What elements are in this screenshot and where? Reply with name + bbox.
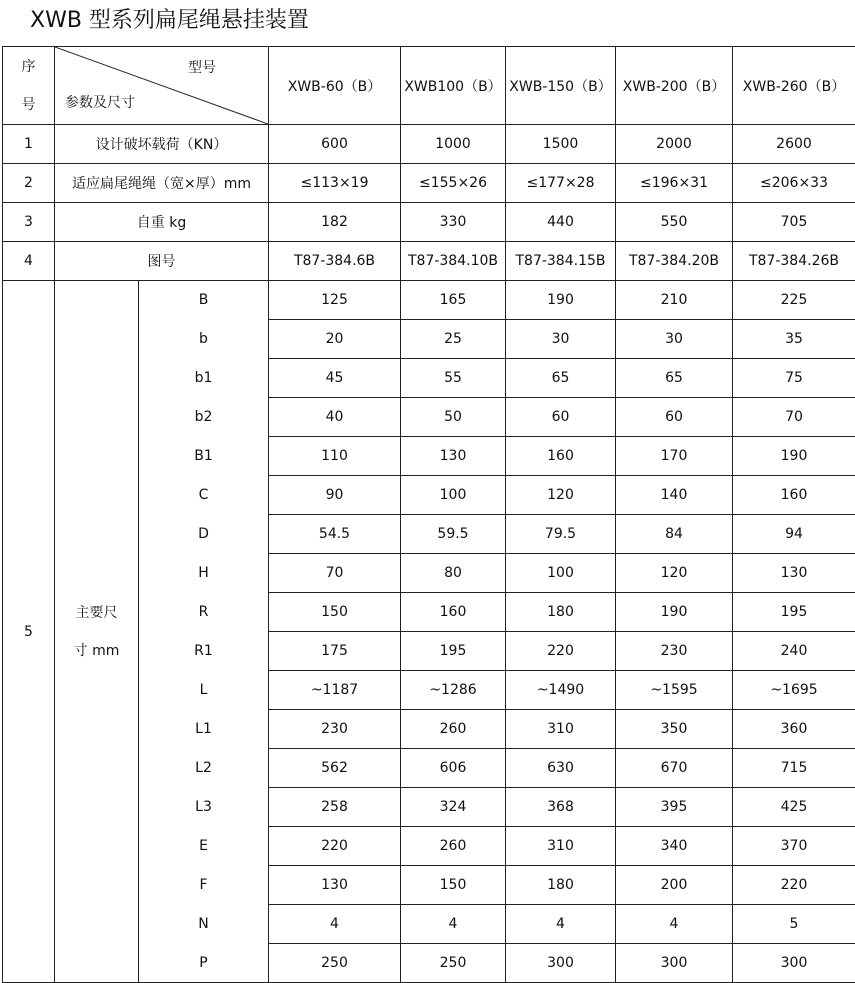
cell-value: 310 xyxy=(506,710,616,749)
cell-value: 340 xyxy=(616,827,733,866)
cell-value: 160 xyxy=(401,593,506,632)
dimension-symbol: L xyxy=(139,671,269,710)
cell-value: 79.5 xyxy=(506,515,616,554)
cell-value: 4 xyxy=(269,905,401,944)
cell-value: 330 xyxy=(401,203,506,242)
dimension-symbol: R1 xyxy=(139,632,269,671)
cell-value: T87-384.20B xyxy=(616,242,733,281)
cell-value: 715 xyxy=(733,749,855,788)
cell-value: 70 xyxy=(733,398,855,437)
cell-value: 180 xyxy=(506,866,616,905)
cell-value: 670 xyxy=(616,749,733,788)
cell-value: 395 xyxy=(616,788,733,827)
cell-value: 368 xyxy=(506,788,616,827)
dimension-symbol: L1 xyxy=(139,710,269,749)
cell-value: 220 xyxy=(733,866,855,905)
spec-table xyxy=(2,46,855,983)
dimension-symbol: F xyxy=(139,866,269,905)
cell-value: 150 xyxy=(401,866,506,905)
cell-value: 1500 xyxy=(506,125,616,164)
dimension-label-line2: 寸 mm xyxy=(73,642,120,659)
row-name: 自重 kg xyxy=(55,203,269,242)
model-label: 型号 xyxy=(188,60,216,76)
diagonal-header-cell xyxy=(55,47,269,125)
cell-value: ≤206×33 xyxy=(733,164,855,203)
cell-value: 100 xyxy=(401,476,506,515)
cell-value: 120 xyxy=(616,554,733,593)
model-header: XWB-200（B） xyxy=(616,47,733,125)
cell-value: 225 xyxy=(733,281,855,320)
cell-value: 606 xyxy=(401,749,506,788)
row-name: 设计破坏载荷（KN） xyxy=(55,125,269,164)
cell-value: 4 xyxy=(401,905,506,944)
cell-value: 705 xyxy=(733,203,855,242)
model-header: XWB-60（B） xyxy=(269,47,401,125)
dimension-symbol: D xyxy=(139,515,269,554)
cell-value: 4 xyxy=(616,905,733,944)
cell-value: 300 xyxy=(616,944,733,983)
cell-value: 180 xyxy=(506,593,616,632)
param-label: 参数及尺寸 xyxy=(65,95,135,111)
cell-value: 140 xyxy=(616,476,733,515)
cell-value: 90 xyxy=(269,476,401,515)
cell-value: 1000 xyxy=(401,125,506,164)
cell-value: 130 xyxy=(733,554,855,593)
dimension-group-label xyxy=(55,281,139,983)
cell-value: 300 xyxy=(506,944,616,983)
dimension-row xyxy=(3,281,855,320)
cell-value: 35 xyxy=(733,320,855,359)
cell-value: 4 xyxy=(506,905,616,944)
model-header: XWB100（B） xyxy=(401,47,506,125)
page-title: XWB 型系列扁尾绳悬挂装置 xyxy=(30,8,309,33)
cell-value: 40 xyxy=(269,398,401,437)
cell-value: 70 xyxy=(269,554,401,593)
cell-value: 425 xyxy=(733,788,855,827)
cell-value: 300 xyxy=(733,944,855,983)
dimension-symbol: P xyxy=(139,944,269,983)
table-row xyxy=(3,203,855,242)
cell-value: 120 xyxy=(506,476,616,515)
cell-value: ~1695 xyxy=(733,671,855,710)
cell-value: 182 xyxy=(269,203,401,242)
cell-value: 20 xyxy=(269,320,401,359)
cell-value: 75 xyxy=(733,359,855,398)
cell-value: 125 xyxy=(269,281,401,320)
dimension-symbol: L2 xyxy=(139,749,269,788)
cell-value: 360 xyxy=(733,710,855,749)
cell-value: 150 xyxy=(269,593,401,632)
dimension-symbol: b xyxy=(139,320,269,359)
cell-value: 2600 xyxy=(733,125,855,164)
cell-value: 230 xyxy=(616,632,733,671)
dimension-symbol: B xyxy=(139,281,269,320)
dimension-symbol: b1 xyxy=(139,359,269,398)
cell-value: 200 xyxy=(616,866,733,905)
table-row xyxy=(3,242,855,281)
seq-header-bottom: 号 xyxy=(21,96,36,113)
cell-value: 55 xyxy=(401,359,506,398)
cell-value: 550 xyxy=(616,203,733,242)
cell-value: 260 xyxy=(401,710,506,749)
cell-value: 190 xyxy=(733,437,855,476)
cell-value: 260 xyxy=(401,827,506,866)
cell-value: 440 xyxy=(506,203,616,242)
cell-value: 59.5 xyxy=(401,515,506,554)
cell-value: T87-384.6B xyxy=(269,242,401,281)
cell-value: 65 xyxy=(616,359,733,398)
cell-value: 130 xyxy=(269,866,401,905)
cell-value: ≤196×31 xyxy=(616,164,733,203)
cell-value: 65 xyxy=(506,359,616,398)
cell-value: ~1595 xyxy=(616,671,733,710)
cell-value: 220 xyxy=(506,632,616,671)
header-row xyxy=(3,47,855,125)
cell-value: 2000 xyxy=(616,125,733,164)
cell-value: T87-384.10B xyxy=(401,242,506,281)
cell-value: ≤177×28 xyxy=(506,164,616,203)
cell-value: 210 xyxy=(616,281,733,320)
cell-value: 562 xyxy=(269,749,401,788)
cell-value: 165 xyxy=(401,281,506,320)
diagonal-line xyxy=(55,47,268,124)
cell-value: T87-384.26B xyxy=(733,242,855,281)
cell-value: 230 xyxy=(269,710,401,749)
seq-header-top: 序 xyxy=(21,58,36,75)
dimension-symbol: N xyxy=(139,905,269,944)
cell-value: 250 xyxy=(401,944,506,983)
dimension-symbol: L3 xyxy=(139,788,269,827)
table-row xyxy=(3,164,855,203)
cell-value: 80 xyxy=(401,554,506,593)
cell-value: ≤155×26 xyxy=(401,164,506,203)
cell-value: 220 xyxy=(269,827,401,866)
row-number: 2 xyxy=(3,164,55,203)
cell-value: ~1286 xyxy=(401,671,506,710)
cell-value: ~1187 xyxy=(269,671,401,710)
cell-value: ~1490 xyxy=(506,671,616,710)
cell-value: 30 xyxy=(506,320,616,359)
cell-value: 30 xyxy=(616,320,733,359)
dimension-label-line1: 主要尺 xyxy=(75,604,118,621)
cell-value: 240 xyxy=(733,632,855,671)
row-name: 适应扁尾绳绳（宽×厚）mm xyxy=(55,164,269,203)
cell-value: 190 xyxy=(616,593,733,632)
table-row xyxy=(3,125,855,164)
cell-value: 50 xyxy=(401,398,506,437)
model-header: XWB-150（B） xyxy=(506,47,616,125)
cell-value: 25 xyxy=(401,320,506,359)
cell-value: 170 xyxy=(616,437,733,476)
cell-value: 258 xyxy=(269,788,401,827)
dimension-symbol: H xyxy=(139,554,269,593)
cell-value: 130 xyxy=(401,437,506,476)
cell-value: 324 xyxy=(401,788,506,827)
cell-value: 600 xyxy=(269,125,401,164)
row-number: 5 xyxy=(3,281,55,983)
cell-value: 370 xyxy=(733,827,855,866)
seq-header xyxy=(3,47,55,125)
cell-value: 250 xyxy=(269,944,401,983)
cell-value: 60 xyxy=(616,398,733,437)
cell-value: 175 xyxy=(269,632,401,671)
cell-value: 84 xyxy=(616,515,733,554)
dimension-symbol: E xyxy=(139,827,269,866)
cell-value: 310 xyxy=(506,827,616,866)
cell-value: 190 xyxy=(506,281,616,320)
dimension-symbol: b2 xyxy=(139,398,269,437)
cell-value: T87-384.15B xyxy=(506,242,616,281)
cell-value: 350 xyxy=(616,710,733,749)
cell-value: ≤113×19 xyxy=(269,164,401,203)
dimension-symbol: C xyxy=(139,476,269,515)
cell-value: 45 xyxy=(269,359,401,398)
cell-value: 94 xyxy=(733,515,855,554)
cell-value: 5 xyxy=(733,905,855,944)
cell-value: 160 xyxy=(506,437,616,476)
model-header: XWB-260（B） xyxy=(733,47,855,125)
cell-value: 160 xyxy=(733,476,855,515)
cell-value: 630 xyxy=(506,749,616,788)
cell-value: 110 xyxy=(269,437,401,476)
cell-value: 195 xyxy=(401,632,506,671)
cell-value: 100 xyxy=(506,554,616,593)
dimension-symbol: R xyxy=(139,593,269,632)
row-name: 图号 xyxy=(55,242,269,281)
cell-value: 54.5 xyxy=(269,515,401,554)
row-number: 1 xyxy=(3,125,55,164)
cell-value: 195 xyxy=(733,593,855,632)
cell-value: 60 xyxy=(506,398,616,437)
dimension-symbol: B1 xyxy=(139,437,269,476)
row-number: 3 xyxy=(3,203,55,242)
row-number: 4 xyxy=(3,242,55,281)
